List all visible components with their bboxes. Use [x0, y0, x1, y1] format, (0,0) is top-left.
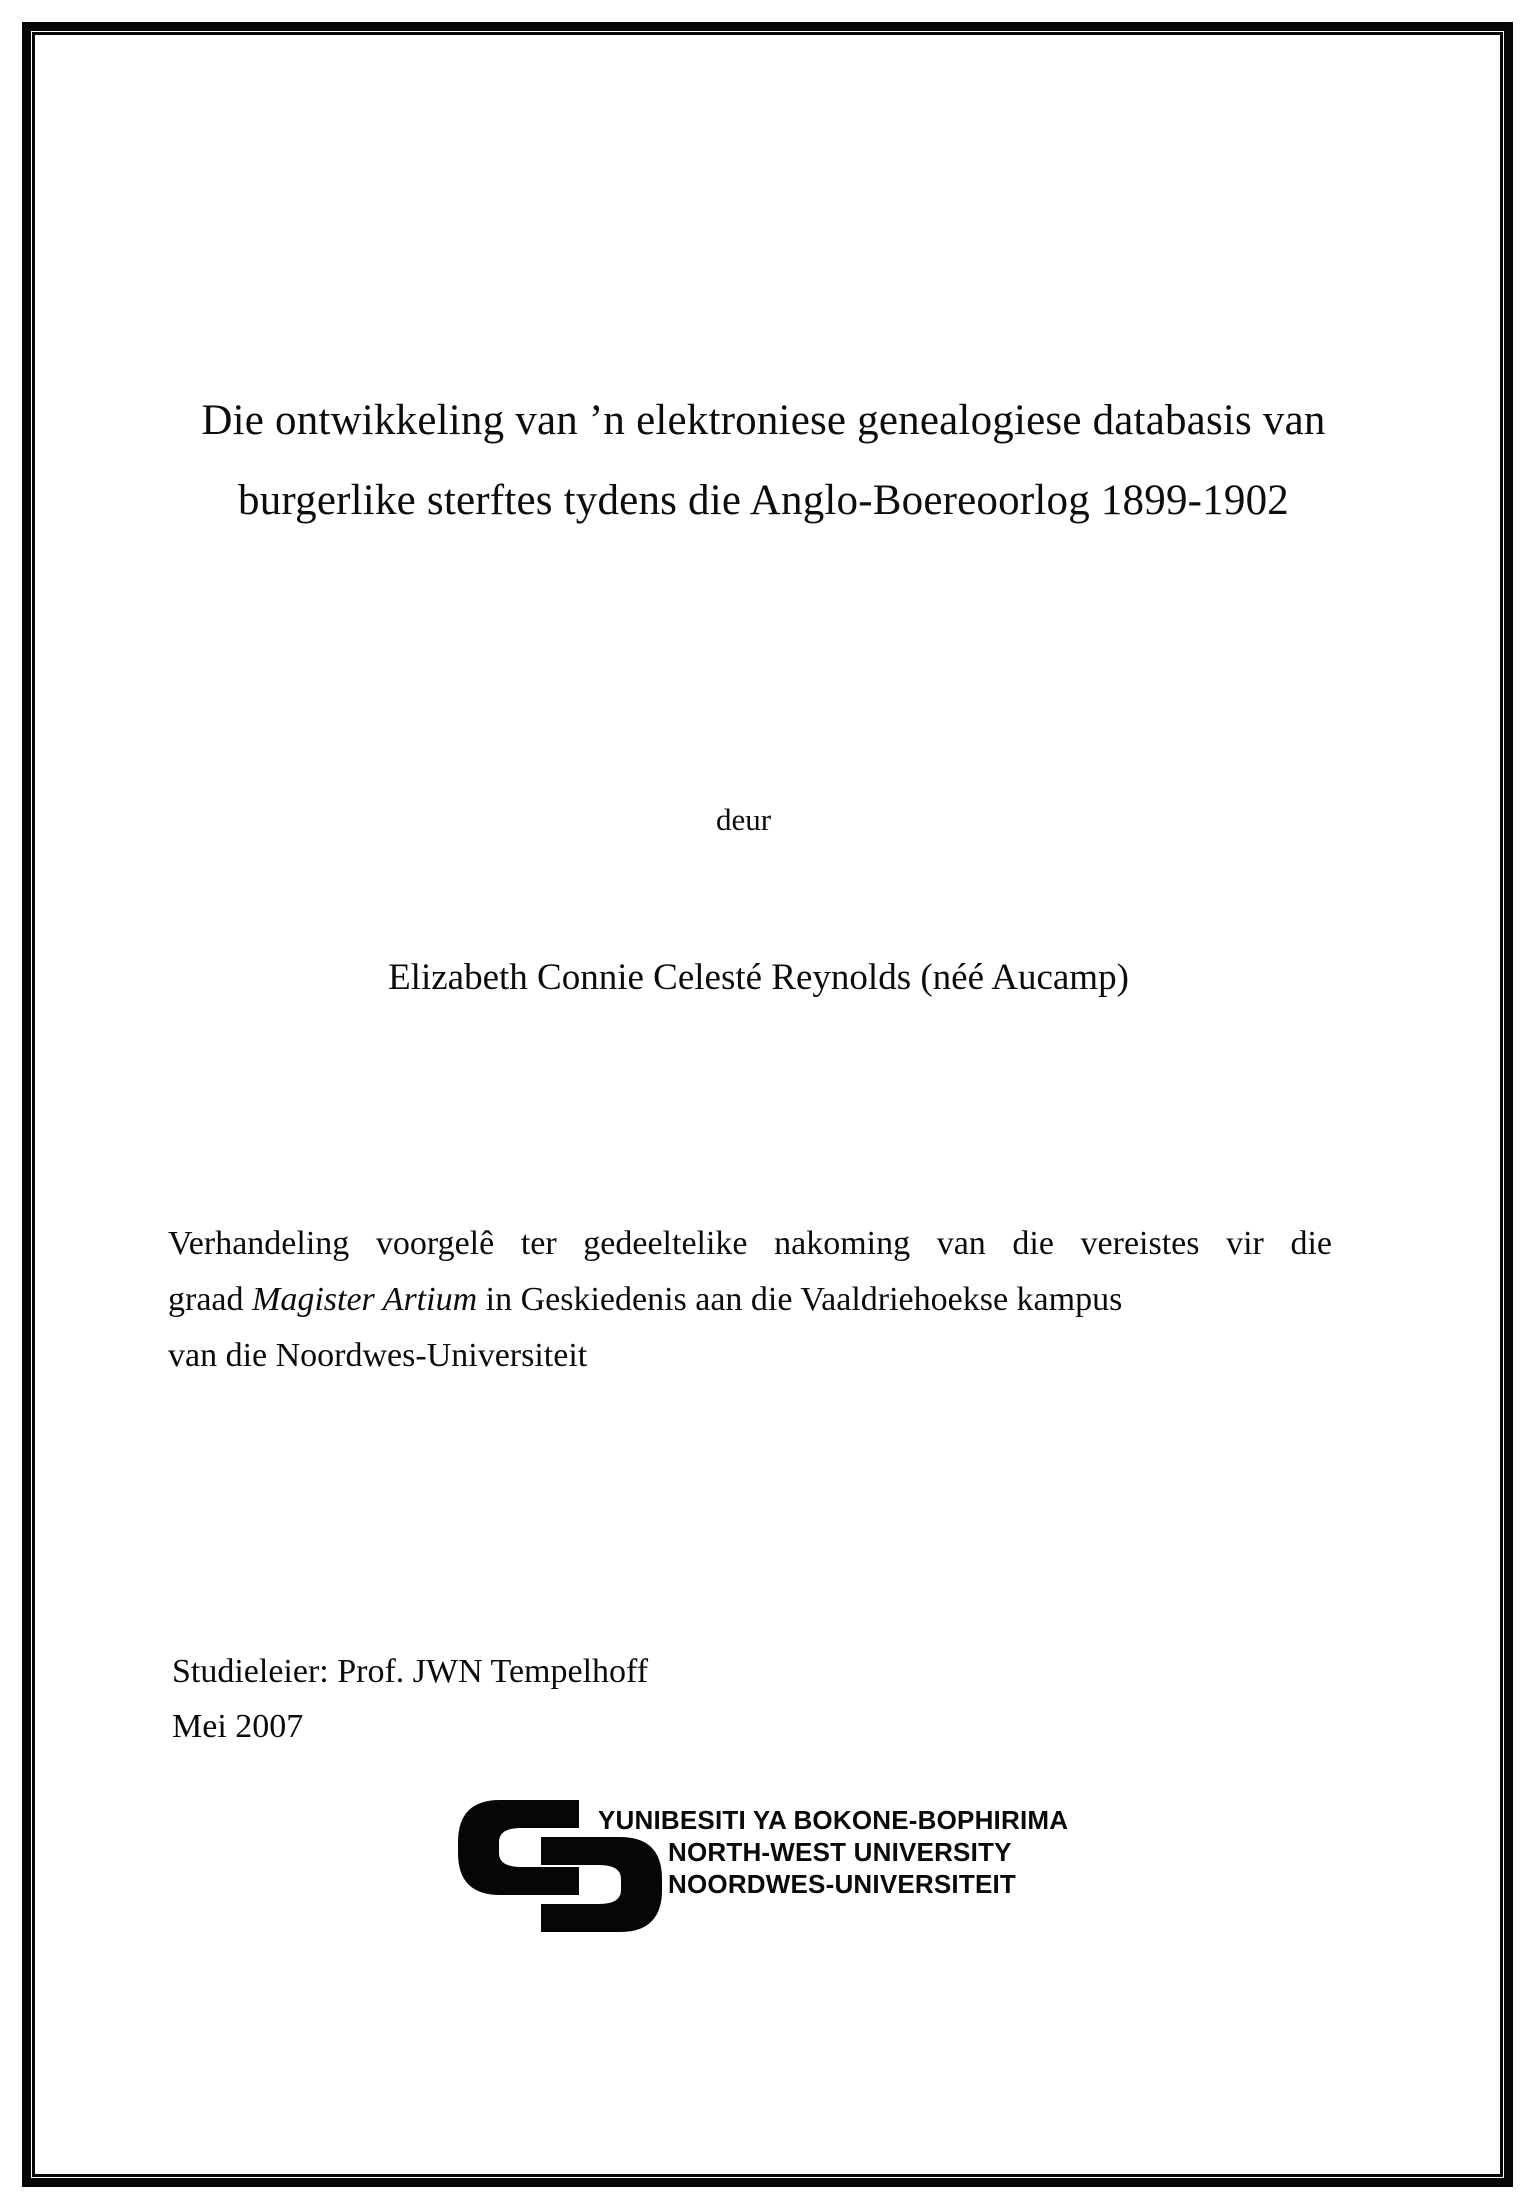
- university-logo: [458, 1798, 1158, 1938]
- university-logo-text: [598, 1804, 1069, 1900]
- supervisor-line: Studieleier: Prof. JWN Tempelhoff: [172, 1653, 649, 1690]
- byline-label: deur: [715, 802, 772, 837]
- degree-statement: [168, 1216, 1332, 1384]
- university-name-afrikaans: NOORDWES-UNIVERSITEIT: [668, 1869, 1016, 1899]
- author-name: Elizabeth Connie Celesté Reynolds (néé Aucamp): [388, 957, 1129, 998]
- degree-statement-line-2-pre: graad: [168, 1281, 253, 1318]
- degree-statement-line-2-post: in Geskiedenis aan die Vaaldriehoekse kampus: [477, 1281, 1123, 1318]
- supervisor-and-date: [172, 1644, 648, 1754]
- university-name-english: NORTH-WEST UNIVERSITY: [668, 1837, 1012, 1867]
- degree-statement-line-1: Verhandeling voorgelê ter gedeeltelike nakoming van die vereistes vir die: [168, 1225, 1332, 1262]
- thesis-title-line-1: Die ontwikkeling van ’n elektroniese genealogiese databasis van: [201, 397, 1326, 444]
- thesis-title-line-2: burgerlike sterftes tydens die Anglo-Boereoorlog 1899-1902: [238, 477, 1289, 524]
- degree-statement-line-2: [168, 1272, 1332, 1328]
- university-name-setswana: YUNIBESITI YA BOKONE-BOPHIRIMA: [598, 1805, 1069, 1835]
- date-line: Mei 2007: [172, 1708, 304, 1745]
- degree-statement-line-3: van die Noordwes-Universiteit: [168, 1337, 588, 1374]
- degree-name: Magister Artium: [252, 1281, 478, 1318]
